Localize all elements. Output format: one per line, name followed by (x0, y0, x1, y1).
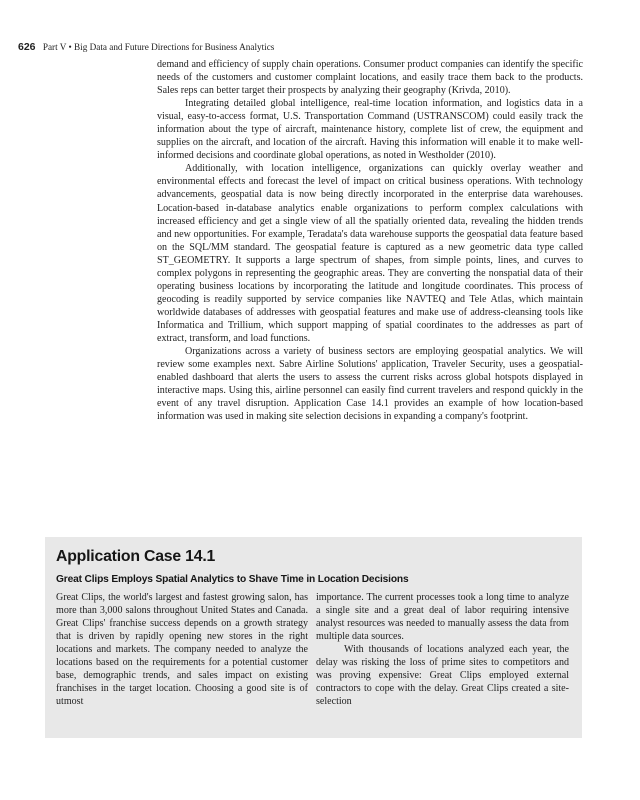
case-left-paragraph: Great Clips, the world's largest and fastest growing salon, has more than 3,000 salons throughout United States and Canada. Great Clips' franchise success depends on a growth strategy that is driven by rapidly opening new stores in the right locations and markets. The company needed to analyze the locations based on the requirements for a potential customer base, demographic trends, and sales impact on existing franchises in the target location. Choosing a good site is of utmost (56, 592, 308, 708)
body-text (157, 58, 583, 423)
running-header (18, 41, 274, 53)
application-case-title: Application Case 14.1 (56, 548, 216, 565)
paragraph-geospatial-analytics: Organizations across a variety of business sectors are employing geospatial analytics. We will review some examples next. Sabre Airline Solutions' application, Traveler Security, uses a geospatial-enabled dashboard that alerts the users to assess the current risks across global hotspots displayed in interactive maps. Using this, airline personnel can easily find current travelers and respond quickly in the event of any travel disruption. Application Case 14.1 provides an example of how location-based information was used in making site selection decisions in expanding a company's footprint. (157, 346, 583, 423)
application-case-subtitle: Great Clips Employs Spatial Analytics to Shave Time in Location Decisions (56, 574, 409, 585)
running-title: Part V • Big Data and Future Directions for Business Analytics (42, 42, 275, 52)
page-number: 626 (18, 41, 36, 53)
case-right-paragraph-2: With thousands of locations analyzed each year, the delay was risking the loss of prime sites to competitors and was proving expensive: Great Clips employed external contractors to cope with the delay. Great Clips created a site-selection (316, 644, 569, 708)
paragraph-ustranscom: Integrating detailed global intelligence, real-time location information, and logistics data in a visual, easy-to-access format, U.S. Transportation Command (USTRANSCOM) could easily track the information about the type of aircraft, maintenance history, complete list of crew, the equipment and supplies on the aircraft, and location of the aircraft. Having this information will enable it to make well-informed decisions and coordinate global operations, as noted in Westholder (2010). (157, 98, 583, 162)
case-right-column (316, 591, 569, 708)
paragraph-supply-chain: demand and efficiency of supply chain operations. Consumer product companies can identify the specific needs of the customers and customer complaint locations, and easily trace them back to the products. Sales reps can better target their prospects by analyzing their geography (Krivda, 2010). (157, 59, 583, 97)
case-left-column (56, 591, 308, 708)
paragraph-location-intelligence: Additionally, with location intelligence, organizations can quickly overlay weather and environmental effects and forecast the level of impact on critical business operations. With technology advancements, geospatial data is now being directly incorporated in the enterprise data warehouses. Location-based in-database analytics enable organizations to perform complex calculations with increased efficiency and get a single view of all the spatially oriented data, revealing the hidden trends and new opportunities. For example, Teradata's data warehouse supports the geospatial data feature based on the SQL/MM standard. The geospatial feature is captured as a new geometric data type called ST_GEOMETRY. It supports a large spectrum of shapes, from simple points, lines, and curves to complex polygons in representing the geographic areas. They are converting the nonspatial data of their operating business locations by incorporating the latitude and longitude coordinates. This process of geocoding is readily supported by service companies like NAVTEQ and Tele Atlas, which maintain worldwide databases of addresses with geospatial features and make use of address-cleansing tools like Informatica and Trillium, which support mapping of spatial coordinates to the addresses as part of extract, transform, and load functions. (157, 163, 583, 344)
case-right-paragraph-1: importance. The current processes took a long time to analyze a single site and a great deal of labor requiring intensive analyst resources was needed to manually assess the data from multiple data sources. (316, 592, 569, 643)
